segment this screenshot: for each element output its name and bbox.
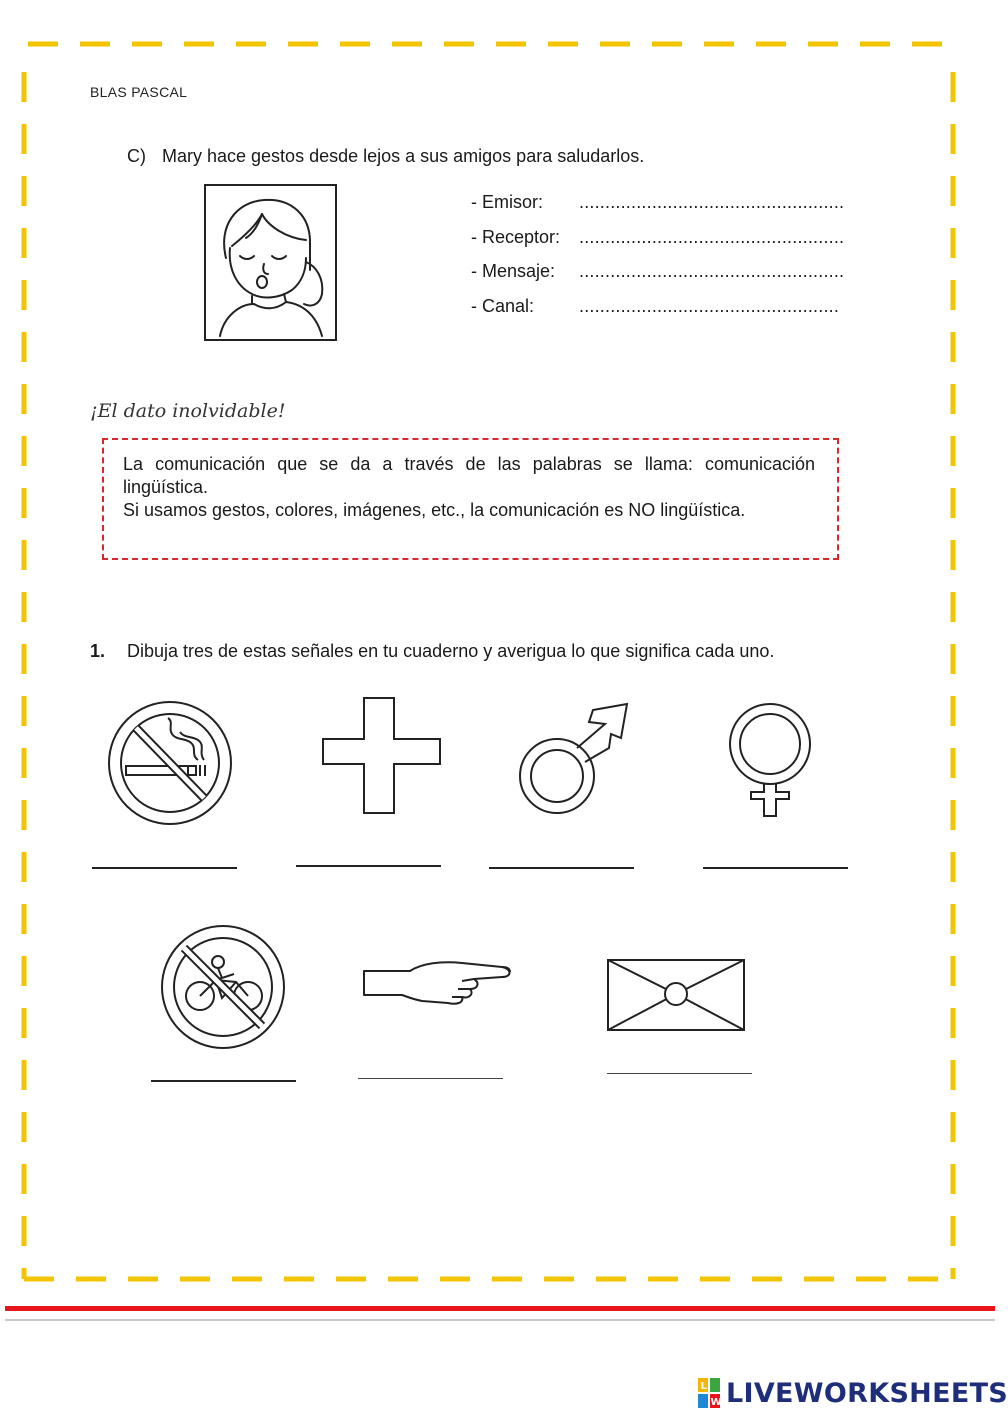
- fact-title: ¡El dato inolvidable!: [90, 400, 286, 422]
- footer-grey-rule: [5, 1319, 995, 1321]
- liveworksheets-logo-icon: [698, 1378, 720, 1408]
- answer-line[interactable]: [358, 1078, 503, 1079]
- girl-portrait: [204, 184, 337, 341]
- school-name: BLAS PASCAL: [90, 84, 188, 100]
- question-c-text: Mary hace gestos desde lejos a sus amigos para saludarlos.: [162, 146, 645, 166]
- question-1-number: 1.: [90, 641, 106, 661]
- pointing-hand-icon: [362, 957, 516, 1007]
- envelope-icon: [606, 958, 746, 1032]
- field-label: - Emisor:: [471, 192, 543, 212]
- answer-line[interactable]: [489, 867, 634, 869]
- logo-letter: L: [700, 1381, 707, 1392]
- answer-dots[interactable]: ...................................................: [579, 261, 845, 281]
- fact-text: [123, 453, 815, 522]
- fact-line: Si usamos gestos, colores, imágenes, etc., la comunicación es NO lingüística.: [123, 500, 746, 520]
- cross-icon: [322, 697, 442, 815]
- no-cycling-icon: [160, 924, 286, 1050]
- field-canal: [471, 296, 839, 317]
- field-emisor: [471, 192, 844, 213]
- answer-dots[interactable]: ...................................................: [579, 192, 845, 212]
- field-mensaje: [471, 261, 844, 282]
- brand-text: LIVEWORKSHEETS: [726, 1377, 1008, 1409]
- girl-face-icon: [206, 186, 335, 339]
- no-smoking-icon: [106, 700, 234, 826]
- liveworksheets-brand[interactable]: [698, 1376, 1008, 1410]
- answer-line[interactable]: [607, 1073, 752, 1074]
- answer-line[interactable]: [296, 865, 441, 867]
- question-1-text: Dibuja tres de estas señales en tu cuaderno y averigua lo que significa cada uno.: [127, 641, 775, 661]
- answer-line[interactable]: [151, 1080, 296, 1082]
- logo-letter: W: [710, 1397, 722, 1408]
- field-receptor: [471, 227, 844, 248]
- field-label: - Canal:: [471, 296, 535, 316]
- field-label: - Mensaje:: [471, 261, 556, 281]
- answer-line[interactable]: [92, 867, 237, 869]
- question-c: [127, 146, 644, 167]
- answer-dots[interactable]: ...................................................: [579, 227, 845, 247]
- answer-line[interactable]: [703, 867, 848, 869]
- male-symbol-icon: [517, 702, 633, 816]
- question-1: [90, 641, 774, 662]
- field-label: - Receptor:: [471, 227, 561, 247]
- answer-dots[interactable]: ..................................................: [579, 296, 840, 316]
- fact-line: La comunicación que se da a través de las palabras se llama: comunicación lingüística.: [123, 454, 815, 497]
- female-symbol-icon: [729, 702, 813, 818]
- footer-red-rule: [5, 1306, 995, 1311]
- question-c-letter: C): [127, 146, 146, 166]
